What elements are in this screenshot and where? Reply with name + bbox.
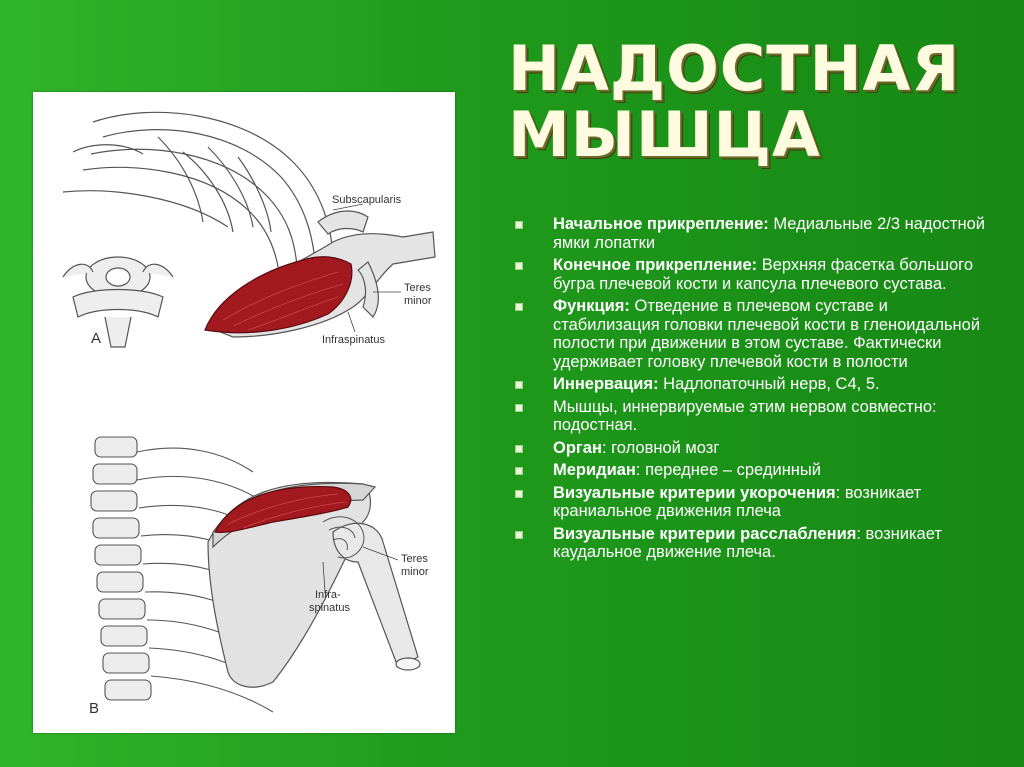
- label-teres-a-1: Teres: [404, 282, 431, 294]
- bullet-innervation: Иннервация: Надлопаточный нерв, C4, 5.: [515, 375, 993, 394]
- bullet-meridian: Меридиан: переднее – срединный: [515, 461, 993, 480]
- bullet-marker-icon: [515, 381, 523, 389]
- vertebra-a: [63, 257, 173, 347]
- bullet-marker-icon: [515, 303, 523, 311]
- label-infraspinatus-a: Infraspinatus: [322, 334, 385, 346]
- label-teres-b-1: Teres: [401, 553, 428, 565]
- humerus-end-b: [396, 658, 420, 670]
- label-infraspinatus-b-1: Infra-: [315, 589, 341, 601]
- slide-title: [508, 32, 988, 171]
- title-line-2: МЫШЦА: [508, 98, 822, 171]
- bullet-marker-icon: [515, 221, 523, 229]
- label-subscapularis: Subscapularis: [332, 194, 402, 206]
- anatomy-drawing: [33, 92, 455, 733]
- bullet-marker-icon: [515, 445, 523, 453]
- title-line-1: НАДОСТНАЯ: [508, 32, 961, 105]
- supraspinatus-muscle-a: [205, 257, 352, 333]
- bullet-marker-icon: [515, 404, 523, 412]
- label-infraspinatus-b-2: spinatus: [309, 602, 350, 614]
- bullet-origin: Начальное прикрепление: Медиальные 2/3 надостной ямки лопатки: [515, 215, 993, 252]
- figure-letter-a: A: [91, 330, 102, 347]
- bullet-co-innervated: Мышцы, иннервируемые этим нервом совместно: подостная.: [515, 398, 993, 435]
- bullet-relaxation-criteria: Визуальные критерии расслабления: возникает каудальное движение плеча.: [515, 525, 993, 562]
- bullet-marker-icon: [515, 467, 523, 475]
- label-teres-a-2: minor: [404, 295, 432, 307]
- bullet-insertion: Конечное прикрепление: Верхняя фасетка большого бугра плечевой кости и капсула плечевого сустава.: [515, 256, 993, 293]
- anatomy-illustration: [33, 92, 455, 733]
- ribcage-a: [63, 112, 333, 272]
- figure-letter-b: B: [89, 700, 100, 717]
- bullet-marker-icon: [515, 490, 523, 498]
- bullet-function: Функция: Отведение в плечевом суставе и стабилизация головки плечевой кости в гленоидальной полости при движении в этом суставе. Фактически удерживает головку плечевой кости в полости: [515, 297, 993, 371]
- bullet-marker-icon: [515, 531, 523, 539]
- spine-b: [91, 437, 151, 700]
- info-bullet-list: [515, 215, 993, 566]
- label-teres-b-2: minor: [401, 566, 429, 578]
- bullet-shortening-criteria: Визуальные критерии укорочения: возникает краниальное движения плеча: [515, 484, 993, 521]
- bullet-marker-icon: [515, 262, 523, 270]
- humerus-b: [333, 523, 418, 667]
- bullet-organ: Орган: головной мозг: [515, 439, 993, 458]
